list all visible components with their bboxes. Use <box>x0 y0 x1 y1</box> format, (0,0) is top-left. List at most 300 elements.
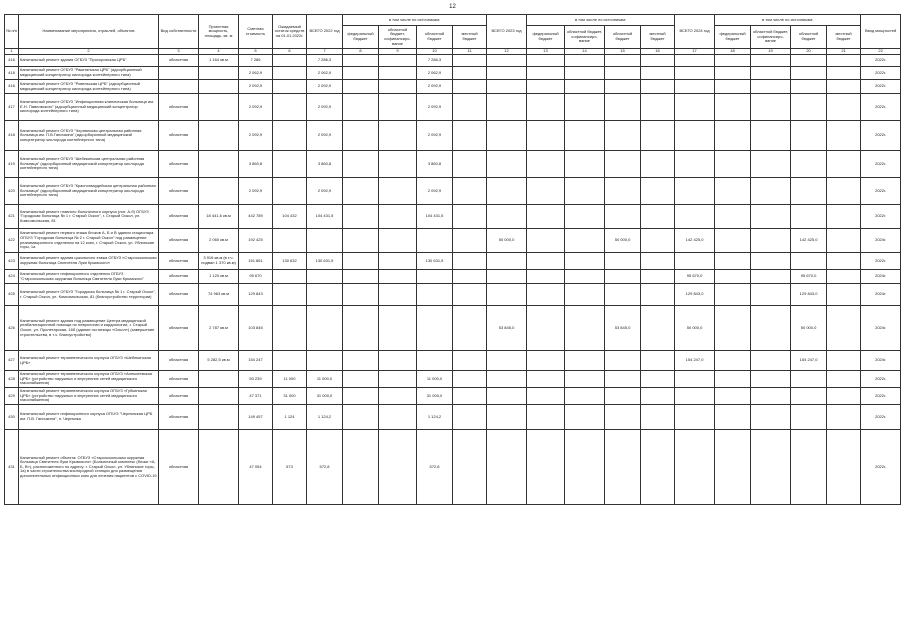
commissioning-year-cell: 2022г. <box>861 151 901 178</box>
regional-cofin-2023-cell <box>565 351 605 371</box>
column-number: 15 <box>605 49 641 55</box>
remaining-cost-cell <box>273 270 307 284</box>
capacity-cell: 3 916 кв.м (в т.ч. подвал 1 370 кв.м) <box>199 253 239 270</box>
capacity-cell: 1 120 кв.м <box>199 270 239 284</box>
regional-cofin-2023-cell <box>565 121 605 151</box>
header-regional-cofin-2022: областной бюджет, софинансиро-вание <box>379 26 417 49</box>
object-name: Капитальный ремонт здания цокольного этажа ОГБУЗ «Старооскольская окружная больница Святителя Луки Крымского» <box>19 253 159 270</box>
regional-cofin-2022-cell <box>379 405 417 430</box>
object-name: Капитальный ремонт терапевтического корпуса ОГБУЗ «Шебекинская ЦРБ» <box>19 351 159 371</box>
header-sources-2022: в том числе по источникам: <box>343 15 487 26</box>
remaining-cost-cell <box>273 151 307 178</box>
ownership-cell: областная <box>159 284 199 306</box>
federal-2023-cell <box>527 67 565 80</box>
row-number: 431 <box>5 430 19 505</box>
capacity-cell <box>199 151 239 178</box>
regional-cofin-2023-cell <box>565 80 605 94</box>
commissioning-year-cell: 2024г. <box>861 306 901 351</box>
local-2024-cell <box>827 284 861 306</box>
remaining-cost-cell: 31 000 <box>273 388 307 405</box>
regional-cofin-2024-cell <box>751 351 791 371</box>
object-name: Капитальный ремонт терапевтического корпуса ОГБУЗ «Алексеевская ЦРБ» (устройство наружных и внутренних сетей медицинского газоснабжения) <box>19 371 159 388</box>
regional-2023-cell <box>605 371 641 388</box>
regional-2022-cell: 1 124,2 <box>417 405 453 430</box>
table-row <box>5 351 901 371</box>
regional-2022-cell <box>417 270 453 284</box>
total-2024-cell <box>675 388 715 405</box>
federal-2024-cell <box>715 351 751 371</box>
total-2022-cell: 2 092,9 <box>307 178 343 205</box>
remaining-cost-cell: 104 432 <box>273 205 307 229</box>
total-2023-cell <box>487 94 527 121</box>
regional-2024-cell <box>791 405 827 430</box>
federal-2023-cell <box>527 270 565 284</box>
header-regional-cofin-2024: областной бюджет, софинансиро-вание <box>751 26 791 49</box>
remaining-cost-cell: 130 632 <box>273 253 307 270</box>
regional-cofin-2024-cell <box>751 270 791 284</box>
header-regional-2023: областной бюджет <box>605 26 641 49</box>
federal-2022-cell <box>343 284 379 306</box>
federal-2023-cell <box>527 80 565 94</box>
regional-2023-cell <box>605 253 641 270</box>
regional-2024-cell <box>791 430 827 505</box>
row-number: 417 <box>5 94 19 121</box>
header-local-2023: местный бюджет <box>641 26 675 49</box>
total-2022-cell: 11 000,0 <box>307 371 343 388</box>
object-name: Капитальный ремонт ОГБУЗ "Чернянская центральная районная больница им. П.В.Гапочкина" (адсорбционный медицинский концентратор кислорода контейнерного типа) <box>19 121 159 151</box>
column-number: 2 <box>19 49 159 55</box>
regional-2023-cell <box>605 388 641 405</box>
capacity-cell: 74 963 кв.м <box>199 284 239 306</box>
regional-2023-cell: 50 000,0 <box>605 229 641 253</box>
total-2024-cell <box>675 67 715 80</box>
table-row <box>5 270 901 284</box>
header-total-2024: ВСЕГО 2024 год <box>675 15 715 49</box>
remaining-cost-cell <box>273 178 307 205</box>
capacity-cell <box>199 371 239 388</box>
remaining-cost-cell <box>273 67 307 80</box>
federal-2023-cell <box>527 121 565 151</box>
row-number: 421 <box>5 205 19 229</box>
remaining-cost-cell: 1 124 <box>273 405 307 430</box>
local-2023-cell <box>641 67 675 80</box>
remaining-cost-cell <box>273 94 307 121</box>
regional-cofin-2022-cell <box>379 371 417 388</box>
regional-cofin-2022-cell <box>379 121 417 151</box>
object-name: Капитальный ремонт ОГБУЗ "Городская больница № 1 г. Старый Оскол", г. Старый Оскол, ул. Комсомольская, 81 (благоустройство территории) <box>19 284 159 306</box>
header-federal-2022: федеральный бюджет <box>343 26 379 49</box>
total-2023-cell <box>487 80 527 94</box>
local-2022-cell <box>453 55 487 67</box>
total-2024-cell <box>675 55 715 67</box>
regional-cofin-2023-cell <box>565 178 605 205</box>
federal-2023-cell <box>527 430 565 505</box>
table-row <box>5 94 901 121</box>
regional-2022-cell: 3 860,8 <box>417 151 453 178</box>
commissioning-year-cell: 2024г. <box>861 351 901 371</box>
local-2023-cell <box>641 151 675 178</box>
regional-cofin-2022-cell <box>379 205 417 229</box>
local-2022-cell <box>453 405 487 430</box>
row-number: 418 <box>5 67 19 80</box>
column-number: 16 <box>641 49 675 55</box>
ownership-cell: областная <box>159 306 199 351</box>
regional-2024-cell <box>791 55 827 67</box>
total-2023-cell: 50 000,0 <box>487 229 527 253</box>
row-number: 425 <box>5 284 19 306</box>
commissioning-year-cell: 2022г. <box>861 55 901 67</box>
regional-cofin-2022-cell <box>379 178 417 205</box>
federal-2023-cell <box>527 388 565 405</box>
remaining-cost-cell <box>273 80 307 94</box>
ownership-cell: областная <box>159 121 199 151</box>
commissioning-year-cell: 2022г. <box>861 178 901 205</box>
regional-cofin-2022-cell <box>379 388 417 405</box>
total-2024-cell <box>675 178 715 205</box>
regional-2022-cell <box>417 284 453 306</box>
total-2022-cell: 2 092,9 <box>307 94 343 121</box>
regional-2022-cell: 2 062,9 <box>417 67 453 80</box>
column-number: 7 <box>307 49 343 55</box>
header-num: № п/п <box>5 15 19 49</box>
regional-2022-cell: 572,8 <box>417 430 453 505</box>
regional-2023-cell <box>605 80 641 94</box>
total-2023-cell <box>487 55 527 67</box>
ownership-cell: областная <box>159 430 199 505</box>
header-sources-2023: в том числе по источникам: <box>527 15 675 26</box>
row-number: 420 <box>5 178 19 205</box>
capacity-cell: 2 787 кв.м <box>199 306 239 351</box>
regional-cofin-2022-cell <box>379 253 417 270</box>
federal-2023-cell <box>527 151 565 178</box>
row-number: 429 <box>5 388 19 405</box>
federal-2024-cell <box>715 388 751 405</box>
object-name: Капитальный ремонт объекта: ОГБУЗ «Старооскольская окружная больница Святителя Луки Крымского» (Больничный комплекс (блоки «А, Б, В»), расположенного по адресу: г. Старый Оскол, ул. Ублинские горы, 1а) в части строительства кислородной станции для размещения дополнительных инфекционных коек для лечения пациентов с COVID-19 <box>19 430 159 505</box>
regional-cofin-2024-cell <box>751 151 791 178</box>
regional-cofin-2024-cell <box>751 229 791 253</box>
federal-2022-cell <box>343 430 379 505</box>
local-2023-cell <box>641 430 675 505</box>
regional-2023-cell <box>605 151 641 178</box>
regional-2024-cell: 95 670,0 <box>791 270 827 284</box>
commissioning-year-cell: 2022г. <box>861 430 901 505</box>
regional-2022-cell: 2 092,9 <box>417 80 453 94</box>
total-2022-cell <box>307 229 343 253</box>
object-name: Капитальный ремонт главного больничного корпуса (лит. А-б) ОГБУЗ "Городская больница № 1 г. Старый Оскол", г. Старый Оскол, ул. Комсомольская, 81 <box>19 205 159 229</box>
total-2024-cell <box>675 151 715 178</box>
local-2022-cell <box>453 80 487 94</box>
row-number: 424 <box>5 270 19 284</box>
column-number: 11 <box>453 49 487 55</box>
column-number: 19 <box>751 49 791 55</box>
regional-cofin-2022-cell <box>379 151 417 178</box>
federal-2022-cell <box>343 270 379 284</box>
local-2024-cell <box>827 306 861 351</box>
local-2023-cell <box>641 284 675 306</box>
federal-2023-cell <box>527 371 565 388</box>
federal-2024-cell <box>715 55 751 67</box>
regional-cofin-2024-cell <box>751 253 791 270</box>
local-2023-cell <box>641 351 675 371</box>
regional-2024-cell <box>791 94 827 121</box>
regional-cofin-2023-cell <box>565 55 605 67</box>
estimated-cost-cell: 192 425 <box>239 229 273 253</box>
header-local-2024: местный бюджет <box>827 26 861 49</box>
total-2022-cell: 1 124,2 <box>307 405 343 430</box>
regional-cofin-2022-cell <box>379 55 417 67</box>
regional-2022-cell <box>417 351 453 371</box>
regional-2023-cell <box>605 351 641 371</box>
federal-2022-cell <box>343 121 379 151</box>
local-2024-cell <box>827 94 861 121</box>
regional-cofin-2022-cell <box>379 67 417 80</box>
estimated-cost-cell: 154 247 <box>239 351 273 371</box>
regional-cofin-2023-cell <box>565 253 605 270</box>
total-2024-cell <box>675 205 715 229</box>
row-number: 416 <box>5 80 19 94</box>
total-2024-cell <box>675 80 715 94</box>
table-row <box>5 67 901 80</box>
federal-2022-cell <box>343 371 379 388</box>
federal-2023-cell <box>527 306 565 351</box>
federal-2022-cell <box>343 67 379 80</box>
total-2022-cell: 3 860,8 <box>307 151 343 178</box>
regional-2024-cell <box>791 80 827 94</box>
commissioning-year-cell: 2022г. <box>861 205 901 229</box>
column-number: 14 <box>565 49 605 55</box>
federal-2023-cell <box>527 94 565 121</box>
regional-2023-cell <box>605 430 641 505</box>
estimated-cost-cell: 47 054 <box>239 430 273 505</box>
regional-cofin-2023-cell <box>565 229 605 253</box>
regional-cofin-2022-cell <box>379 270 417 284</box>
header-name: Наименование мероприятия, отраслей, объектов <box>19 15 159 49</box>
table-row <box>5 80 901 94</box>
total-2024-cell: 154 247,0 <box>675 351 715 371</box>
federal-2024-cell <box>715 229 751 253</box>
regional-2023-cell <box>605 405 641 430</box>
total-2022-cell: 2 062,9 <box>307 67 343 80</box>
local-2023-cell <box>641 80 675 94</box>
column-number: 8 <box>343 49 379 55</box>
header-regional-2022: областной бюджет <box>417 26 453 49</box>
regional-2023-cell: 53 845,0 <box>605 306 641 351</box>
total-2023-cell <box>487 205 527 229</box>
regional-2022-cell: 31 000,0 <box>417 388 453 405</box>
local-2022-cell <box>453 351 487 371</box>
federal-2024-cell <box>715 306 751 351</box>
local-2022-cell <box>453 94 487 121</box>
commissioning-year-cell: 2024г. <box>861 270 901 284</box>
total-2024-cell <box>675 405 715 430</box>
object-name: Капитальный ремонт ОГБУЗ "Красногвардейская центральная районная больница" (адсорбционный медицинский концентратор кислорода контейнерного типа) <box>19 178 159 205</box>
capacity-cell <box>199 430 239 505</box>
row-number: 423 <box>5 253 19 270</box>
remaining-cost-cell: 11 000 <box>273 371 307 388</box>
local-2023-cell <box>641 306 675 351</box>
remaining-cost-cell <box>273 351 307 371</box>
ownership-cell: областная <box>159 351 199 371</box>
federal-2022-cell <box>343 388 379 405</box>
federal-2023-cell <box>527 351 565 371</box>
local-2022-cell <box>453 253 487 270</box>
header-local-2022: местный бюджет <box>453 26 487 49</box>
regional-2022-cell <box>417 306 453 351</box>
regional-2024-cell <box>791 67 827 80</box>
page-number: 12 <box>449 4 456 10</box>
federal-2022-cell <box>343 151 379 178</box>
regional-2024-cell <box>791 253 827 270</box>
table-row <box>5 178 901 205</box>
local-2022-cell <box>453 371 487 388</box>
federal-2023-cell <box>527 178 565 205</box>
column-number: 5 <box>239 49 273 55</box>
capacity-cell: 18 441,6 кв.м <box>199 205 239 229</box>
total-2024-cell: 129 843,0 <box>675 284 715 306</box>
remaining-cost-cell <box>273 284 307 306</box>
federal-2022-cell <box>343 94 379 121</box>
total-2024-cell <box>675 430 715 505</box>
table-row <box>5 306 901 351</box>
federal-2022-cell <box>343 229 379 253</box>
capacity-cell: 1 164 кв.м <box>199 55 239 67</box>
total-2024-cell <box>675 121 715 151</box>
row-number: 419 <box>5 151 19 178</box>
local-2024-cell <box>827 55 861 67</box>
regional-2024-cell: 50 000,0 <box>791 306 827 351</box>
header-estimated-cost: Сметная стоимость <box>239 15 273 49</box>
capacity-cell <box>199 405 239 430</box>
total-2024-cell <box>675 371 715 388</box>
header-commissioning: Ввод мощностей <box>861 15 901 49</box>
commissioning-year-cell: 2022г. <box>861 388 901 405</box>
federal-2024-cell <box>715 284 751 306</box>
federal-2022-cell <box>343 306 379 351</box>
total-2023-cell <box>487 405 527 430</box>
local-2022-cell <box>453 151 487 178</box>
regional-cofin-2024-cell <box>751 178 791 205</box>
regional-cofin-2023-cell <box>565 371 605 388</box>
local-2022-cell <box>453 430 487 505</box>
federal-2022-cell <box>343 253 379 270</box>
column-number: 3 <box>159 49 199 55</box>
commissioning-year-cell: 2022г. <box>861 405 901 430</box>
total-2022-cell <box>307 351 343 371</box>
row-number: 430 <box>5 405 19 430</box>
row-number: 418 <box>5 121 19 151</box>
regional-2023-cell <box>605 94 641 121</box>
remaining-cost-cell <box>273 306 307 351</box>
total-2022-cell <box>307 284 343 306</box>
regional-cofin-2024-cell <box>751 371 791 388</box>
column-number: 22 <box>861 49 901 55</box>
federal-2024-cell <box>715 94 751 121</box>
local-2023-cell <box>641 405 675 430</box>
column-number: 20 <box>791 49 827 55</box>
regional-2022-cell: 2 092,9 <box>417 178 453 205</box>
federal-2022-cell <box>343 178 379 205</box>
commissioning-year-cell: 2022г. <box>861 253 901 270</box>
table-row <box>5 371 901 388</box>
federal-2024-cell <box>715 405 751 430</box>
table-row <box>5 253 901 270</box>
header-total-2022: ВСЕГО 2022 год <box>307 15 343 49</box>
total-2022-cell: 572,8 <box>307 430 343 505</box>
commissioning-year-cell: 2022г. <box>861 67 901 80</box>
regional-2023-cell <box>605 205 641 229</box>
total-2023-cell <box>487 388 527 405</box>
ownership-cell: областная <box>159 371 199 388</box>
federal-2024-cell <box>715 430 751 505</box>
ownership-cell: областная <box>159 229 199 253</box>
local-2022-cell <box>453 284 487 306</box>
regional-2023-cell <box>605 178 641 205</box>
local-2023-cell <box>641 253 675 270</box>
total-2023-cell <box>487 284 527 306</box>
row-number: 422 <box>5 229 19 253</box>
table-row <box>5 405 901 430</box>
total-2023-cell <box>487 121 527 151</box>
ownership-cell: областная <box>159 178 199 205</box>
estimated-cost-cell: 95 670 <box>239 270 273 284</box>
total-2022-cell <box>307 306 343 351</box>
table-row <box>5 284 901 306</box>
federal-2024-cell <box>715 205 751 229</box>
capacity-cell <box>199 388 239 405</box>
capacity-cell <box>199 121 239 151</box>
regional-2022-cell: 7 286,3 <box>417 55 453 67</box>
regional-cofin-2024-cell <box>751 388 791 405</box>
total-2023-cell <box>487 351 527 371</box>
local-2024-cell <box>827 253 861 270</box>
header-ownership: Вид собственности <box>159 15 199 49</box>
regional-2024-cell: 154 247,0 <box>791 351 827 371</box>
budget-table <box>4 14 901 505</box>
federal-2024-cell <box>715 121 751 151</box>
column-number: 9 <box>379 49 417 55</box>
local-2022-cell <box>453 178 487 205</box>
object-name: Капитальный ремонт ОГБУЗ "Ракитянская ЦРБ" (адсорбционный медицинский концентратор кислорода контейнерного типа) <box>19 67 159 80</box>
header-capacity: Проектная мощность, площадь, кв. м <box>199 15 239 49</box>
commissioning-year-cell: 2022г. <box>861 80 901 94</box>
commissioning-year-cell: 2024г. <box>861 229 901 253</box>
capacity-cell: 2 060 кв.м <box>199 229 239 253</box>
column-number: 6 <box>273 49 307 55</box>
column-number: 10 <box>417 49 453 55</box>
estimated-cost-cell: 103 845 <box>239 306 273 351</box>
federal-2023-cell <box>527 284 565 306</box>
regional-2023-cell <box>605 67 641 80</box>
regional-2023-cell <box>605 284 641 306</box>
local-2023-cell <box>641 229 675 253</box>
regional-cofin-2022-cell <box>379 430 417 505</box>
ownership-cell <box>159 80 199 94</box>
estimated-cost-cell: 7 286 <box>239 55 273 67</box>
remaining-cost-cell <box>273 55 307 67</box>
regional-cofin-2023-cell <box>565 405 605 430</box>
commissioning-year-cell: 2022г. <box>861 94 901 121</box>
estimated-cost-cell: 2 092,9 <box>239 94 273 121</box>
federal-2023-cell <box>527 253 565 270</box>
regional-cofin-2022-cell <box>379 94 417 121</box>
local-2024-cell <box>827 430 861 505</box>
local-2022-cell <box>453 229 487 253</box>
remaining-cost-cell: 573 <box>273 430 307 505</box>
object-name: Капитальный ремонт ОГБУЗ "Инфекционная клиническая больница им. Е.Н. Павловского" (адсорбционный медицинский концентратор кислорода контейнерного типа) <box>19 94 159 121</box>
estimated-cost-cell: 149 457 <box>239 405 273 430</box>
regional-cofin-2024-cell <box>751 306 791 351</box>
object-name: Капитальный ремонт ОГБУЗ "Ровеньская ЦРБ" (адсорбционный медицинский концентратор кислорода контейнерного типа) <box>19 80 159 94</box>
